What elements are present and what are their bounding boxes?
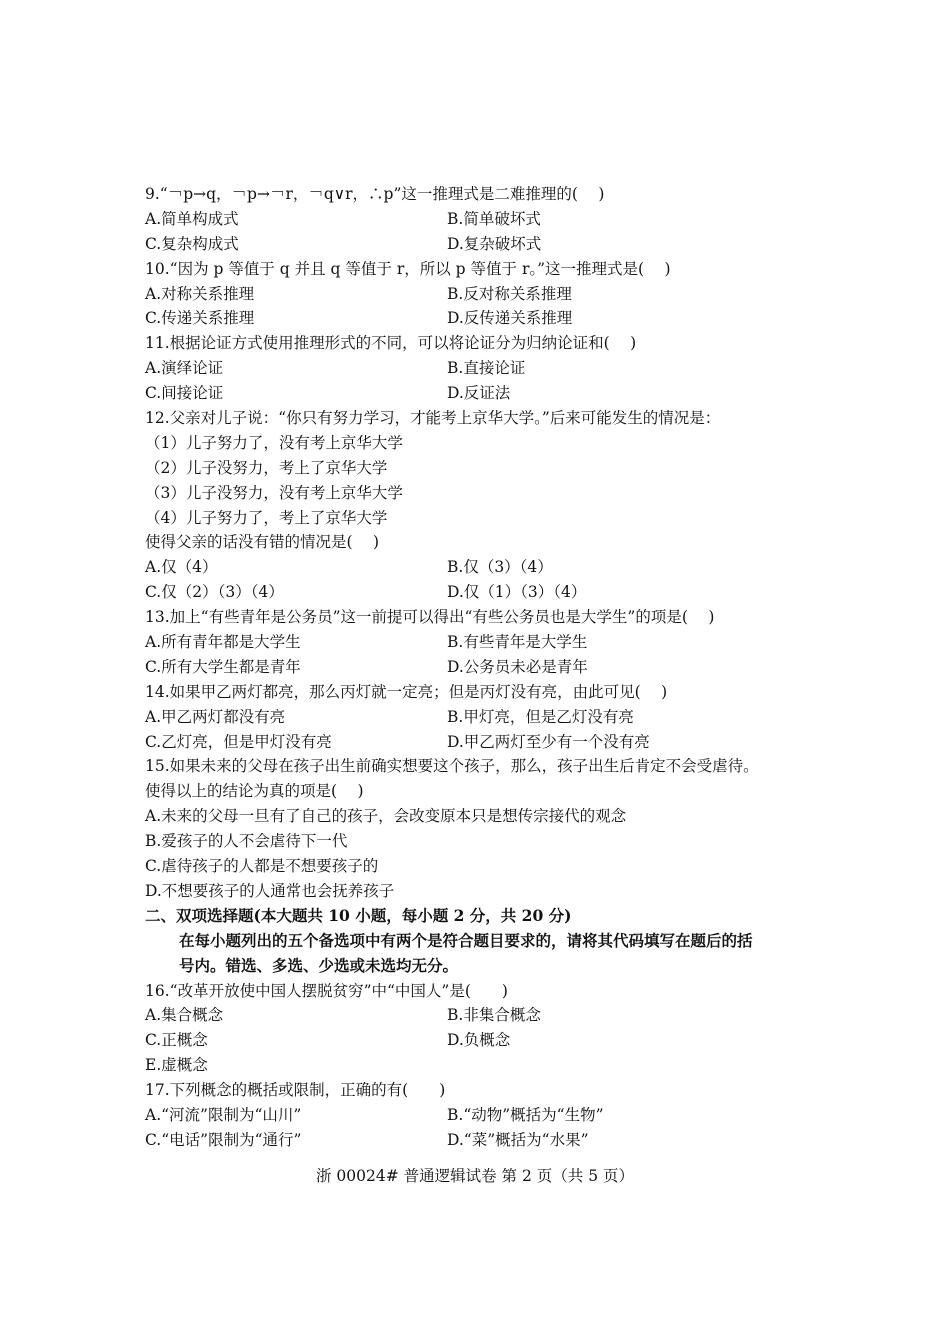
- question-16-options-cd: [145, 1028, 825, 1053]
- question-16-stem: 16.“改革开放使中国人摆脱贫穷”中“中国人”是( ): [145, 981, 508, 1000]
- option-c: C.所有大学生都是青年: [145, 657, 301, 676]
- question-11-stem: 11.根据论证方式使用推理形式的不同，可以将论证分为归纳论证和( ): [145, 334, 637, 353]
- question-9-options-ab: [145, 207, 825, 232]
- option-a: A.“河流”限制为“山川”: [145, 1105, 302, 1124]
- option-c: C.正概念: [145, 1031, 208, 1050]
- option-c: C.复杂构成式: [145, 234, 239, 253]
- option-c: C.乙灯亮，但是甲灯没有亮: [145, 732, 332, 751]
- option-d: D.仅（1）（3）（4）: [447, 583, 587, 602]
- option-d: D.甲乙两灯至少有一个没有亮: [447, 732, 650, 751]
- option-d: D.公务员未必是青年: [447, 657, 588, 676]
- option-b: B.简单破坏式: [447, 209, 541, 228]
- option-b: B.甲灯亮，但是乙灯没有亮: [447, 707, 634, 726]
- question-16-options-ab: [145, 1003, 825, 1028]
- section-2-title: 二、双项选择题(本大题共 10 小题，每小题 2 分，共 20 分): [145, 905, 572, 925]
- option-c: C.“电话”限制为“通行”: [145, 1130, 302, 1149]
- option-a: A.对称关系推理: [145, 284, 255, 303]
- option-b: B.非集合概念: [447, 1006, 541, 1025]
- question-10-options-ab: [145, 282, 825, 307]
- option-a: A.演绎论证: [145, 359, 224, 378]
- question-11-options-ab: [145, 356, 825, 381]
- option-d: D.反证法: [447, 384, 511, 403]
- option-a: A.未来的父母一旦有了自己的孩子，会改变原本只是想传宗接代的观念: [145, 807, 627, 826]
- option-c: C.传递关系推理: [145, 309, 255, 328]
- question-12-stem: 12.父亲对儿子说：“你只有努力学习，才能考上京华大学。”后来可能发生的情况是：: [145, 409, 721, 428]
- option-a: A.仅（4）: [145, 558, 218, 577]
- option-b: B.反对称关系推理: [447, 284, 572, 303]
- question-12-options-cd: [145, 580, 825, 605]
- question-12-ask: 使得父亲的话没有错的情况是( ): [145, 533, 380, 552]
- question-9-stem: 9.“￢p→q，￢p→￢r，￢q∨r，∴p”这一推理式是二难推理的( ): [145, 185, 605, 203]
- question-12-situation-4: （4）儿子努力了，考上了京华大学: [145, 508, 388, 527]
- question-12-options-ab: [145, 555, 825, 580]
- question-15-ask: 使得以上的结论为真的项是( ): [145, 782, 364, 801]
- question-14-stem: 14.如果甲乙两灯都亮，那么丙灯就一定亮；但是丙灯没有亮，由此可见( ): [145, 682, 668, 701]
- option-a: A.简单构成式: [145, 209, 239, 228]
- option-b: B.“动物”概括为“生物”: [447, 1105, 604, 1124]
- option-d: D.不想要孩子的人通常也会抚养孩子: [145, 881, 395, 900]
- page-footer: 浙 00024# 普通逻辑试卷 第 2 页（共 5 页）: [315, 1167, 634, 1185]
- question-9-options-cd: [145, 232, 825, 257]
- question-14-options-cd: [145, 730, 825, 755]
- question-17-options-ab: [145, 1103, 825, 1128]
- option-a: A.甲乙两灯都没有亮: [145, 707, 286, 726]
- option-c: C.仅（2）（3）（4）: [145, 583, 284, 602]
- question-14-options-ab: [145, 705, 825, 730]
- question-12-situation-3: （3）儿子没努力，没有考上京华大学: [145, 483, 403, 502]
- question-13-options-ab: [145, 630, 825, 655]
- question-15-stem: 15.如果未来的父母在孩子出生前确实想要这个孩子，那么，孩子出生后肯定不会受虐待。: [145, 757, 759, 776]
- question-11-options-cd: [145, 381, 825, 406]
- option-d: D.反传递关系推理: [447, 309, 573, 328]
- option-b: B.仅（3）（4）: [447, 558, 553, 577]
- option-b: B.爱孩子的人不会虐待下一代: [145, 832, 348, 851]
- option-c: C.间接论证: [145, 384, 224, 403]
- option-b: B.有些青年是大学生: [447, 633, 588, 652]
- option-d: D.“菜”概括为“水果”: [447, 1130, 589, 1149]
- section-2-instructions-line-1: 在每小题列出的五个备选项中有两个是符合题目要求的，请将其代码填写在题后的括: [179, 930, 753, 950]
- question-13-options-cd: [145, 655, 825, 680]
- question-17-options-cd: [145, 1128, 825, 1153]
- question-13-stem: 13.加上“有些青年是公务员”这一前提可以得出“有些公务员也是大学生”的项是( ): [145, 608, 715, 627]
- question-10-options-cd: [145, 306, 825, 331]
- option-e: E.虚概念: [145, 1056, 208, 1075]
- option-d: D.负概念: [447, 1031, 511, 1050]
- option-d: D.复杂破坏式: [447, 234, 542, 253]
- option-a: A.所有青年都是大学生: [145, 633, 301, 652]
- option-b: B.直接论证: [447, 359, 526, 378]
- question-12-situation-1: （1）儿子努力了，没有考上京华大学: [145, 433, 403, 452]
- option-c: C.虐待孩子的人都是不想要孩子的: [145, 857, 379, 876]
- question-12-situation-2: （2）儿子没努力，考上了京华大学: [145, 458, 388, 477]
- question-17-stem: 17.下列概念的概括或限制，正确的有( ): [145, 1081, 446, 1100]
- section-2-instructions-line-2: 号内。错选、多选、少选或未选均无分。: [179, 955, 459, 975]
- question-10-stem: 10.“因为 p 等值于 q 并且 q 等值于 r，所以 p 等值于 r。”这一推理式是( ): [145, 259, 671, 278]
- option-a: A.集合概念: [145, 1006, 224, 1025]
- exam-page-body: [145, 182, 825, 1153]
